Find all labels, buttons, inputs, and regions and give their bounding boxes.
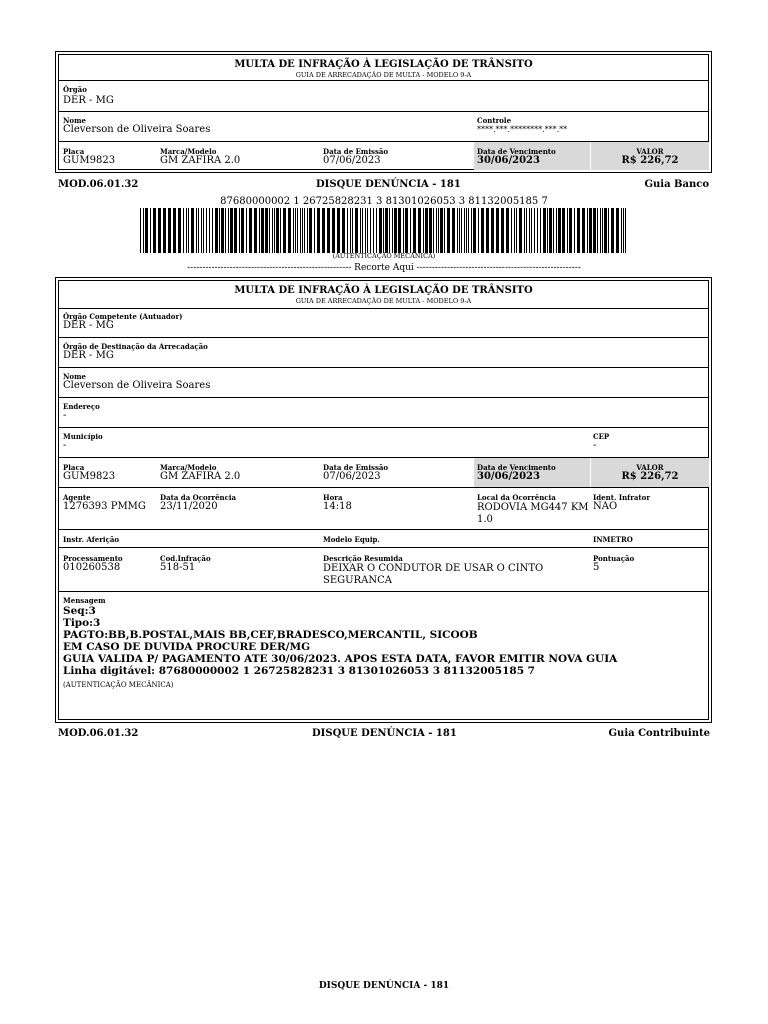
barcode-bar — [178, 208, 181, 253]
top-vencimento-value: 30/06/2023 — [477, 155, 540, 166]
barcode-bar — [201, 208, 202, 253]
agente-value: 1276393 PMMG — [63, 501, 146, 512]
barcode-bar — [602, 208, 603, 253]
barcode-bar — [215, 208, 218, 253]
barcode-bar — [158, 208, 161, 253]
barcode-bar — [447, 208, 450, 253]
barcode-bar — [302, 208, 303, 253]
contrib-footer-mod: MOD.06.01.32 — [58, 728, 139, 739]
mensagem-line: Seq:3 — [63, 605, 96, 617]
bottom-marca-value: GM ZAFIRA 2.0 — [160, 471, 241, 482]
orgao-comp-value: DER - MG — [63, 320, 114, 331]
page-footer-disque: DISQUE DENÚNCIA - 181 — [318, 981, 450, 991]
barcode-bar — [537, 208, 538, 253]
pontuacao-value: 5 — [593, 562, 600, 573]
barcode-bar — [452, 208, 455, 253]
barcode-bar — [234, 208, 237, 253]
barcode — [140, 208, 626, 253]
barcode-bar — [198, 208, 199, 253]
top-emissao-value: 07/06/2023 — [323, 155, 381, 166]
barcode-bar — [621, 208, 622, 253]
barcode-bar — [347, 208, 348, 253]
barcode-digits: 87680000002 1 26725828231 3 81301026053 3 81132005185 7 — [220, 196, 548, 207]
barcode-bar — [547, 208, 548, 253]
bottom-subtitle: GUIA DE ARRECADAÇÃO DE MULTA - MODELO 9-A — [295, 297, 472, 305]
barcode-bar — [611, 208, 614, 253]
bottom-placa-value: GUM9823 — [63, 471, 116, 482]
barcode-bar — [506, 208, 509, 253]
barcode-bar — [433, 208, 434, 253]
mensagem-line: GUIA VALIDA P/ PAGAMENTO ATE 30/06/2023. APOS ESTA DATA, FAVOR EMITIR NOVA GUIA — [63, 653, 618, 665]
barcode-bar — [461, 208, 462, 253]
barcode-bar — [524, 208, 525, 253]
barcode-bar — [608, 208, 609, 253]
barcode-bar — [259, 208, 260, 253]
barcode-bar — [196, 208, 197, 253]
top-nome-value: Cleverson de Oliveira Soares — [63, 124, 211, 135]
top-slip-inner — [58, 54, 709, 170]
barcode-bar — [389, 208, 390, 253]
barcode-bar — [519, 208, 522, 253]
local-value: RODOVIA MG447 KM 1.0 — [477, 502, 589, 525]
barcode-bar — [370, 208, 371, 253]
top-controle-value: ****.***.********.***.** — [477, 125, 568, 134]
barcode-bar — [365, 208, 366, 253]
barcode-bar — [261, 208, 264, 253]
barcode-bar — [168, 208, 171, 253]
barcode-bar — [471, 208, 472, 253]
cep-label: CEP — [593, 432, 610, 441]
barcode-bar — [352, 208, 353, 253]
instr-label: Instr. Aferição — [63, 535, 120, 544]
barcode-bar — [440, 208, 443, 253]
barcode-bar — [379, 208, 382, 253]
ident-value: NAO — [593, 501, 618, 512]
top-orgao-label: Órgão — [63, 85, 87, 94]
barcode-bar — [295, 208, 296, 253]
barcode-bar — [481, 208, 484, 253]
barcode-bar — [394, 208, 397, 253]
processamento-label: Processamento — [63, 554, 123, 563]
bottom-autenticacao: (AUTENTICAÇÃO MECÂNICA) — [63, 681, 174, 689]
barcode-bar — [209, 208, 210, 253]
mensagem-line: EM CASO DE DUVIDA PROCURE DER/MG — [63, 641, 311, 653]
barcode-bar — [385, 208, 388, 253]
barcode-bar — [373, 208, 374, 253]
bank-footer-disque: DISQUE DENÚNCIA - 181 — [316, 179, 461, 190]
barcode-bar — [188, 208, 189, 253]
bank-footer-mod: MOD.06.01.32 — [58, 179, 139, 190]
barcode-autenticacao: (AUTENTICAÇÃO MECÂNICA) — [332, 252, 436, 260]
mensagem-line: Tipo:3 — [63, 617, 101, 629]
cod-label: Cod.Infração — [160, 554, 211, 563]
barcode-bar — [478, 208, 479, 253]
modelo-equip-label: Modelo Equip. — [323, 535, 380, 544]
recorte-aqui: ------------------------------------------------------ Recorte Aqui ------------------------------------------------------ — [187, 263, 581, 273]
municipio-label: Município — [63, 432, 103, 441]
barcode-bar — [362, 208, 363, 253]
barcode-bar — [249, 208, 252, 253]
barcode-bar — [288, 208, 291, 253]
barcode-bar — [577, 208, 580, 253]
barcode-bar — [283, 208, 286, 253]
barcode-bar — [239, 208, 240, 253]
barcode-bar — [569, 208, 572, 253]
barcode-bar — [604, 208, 607, 253]
barcode-bar — [355, 208, 358, 253]
barcode-bar — [241, 208, 244, 253]
barcode-bar — [274, 208, 275, 253]
barcode-bar — [589, 208, 592, 253]
barcode-bar — [342, 208, 345, 253]
barcode-bar — [562, 208, 565, 253]
barcode-bar — [183, 208, 184, 253]
pontuacao-label: Pontuação — [593, 554, 635, 563]
barcode-bar — [230, 208, 233, 253]
barcode-bar — [473, 208, 476, 253]
ident-label: Ident. Infrator — [593, 493, 651, 502]
orgao-dest-value: DER - MG — [63, 350, 114, 361]
top-valor-label: VALOR — [636, 147, 664, 156]
top-nome-label: Nome — [63, 116, 86, 125]
barcode-bar — [438, 208, 439, 253]
barcode-bar — [616, 208, 619, 253]
contrib-footer-guia: Guia Contribuinte — [608, 728, 710, 739]
linha-digitavel: Linha digitável: 87680000002 1 26725828231 3 81301026053 3 81132005185 7 — [63, 665, 535, 677]
barcode-bar — [429, 208, 432, 253]
barcode-bar — [153, 208, 156, 253]
bottom-valor-label: VALOR — [636, 463, 664, 472]
barcode-bar — [392, 208, 393, 253]
barcode-bar — [269, 208, 270, 253]
barcode-bar — [558, 208, 561, 253]
barcode-bar — [221, 208, 224, 253]
bank-footer-guia: Guia Banco — [644, 179, 709, 190]
barcode-bar — [225, 208, 226, 253]
barcode-bar — [496, 208, 499, 253]
bottom-emissao-label: Data de Emissão — [323, 463, 389, 472]
mensagem-line: PAGTO:BB,B.POSTAL,MAIS BB,CEF,BRADESCO,MERCANTIL, SICOOB — [63, 629, 478, 641]
barcode-bar — [246, 208, 247, 253]
barcode-bar — [212, 208, 213, 253]
barcode-bar — [526, 208, 527, 253]
bottom-valor-value: R$ 226,72 — [621, 471, 679, 482]
top-orgao-value: DER - MG — [63, 95, 114, 106]
barcode-bar — [398, 208, 401, 253]
barcode-bar — [317, 208, 320, 253]
barcode-bar — [410, 208, 411, 253]
cep-value: - — [593, 440, 597, 451]
barcode-bar — [534, 208, 535, 253]
top-valor-value: R$ 226,72 — [621, 155, 679, 166]
barcode-bar — [574, 208, 575, 253]
descricao-label: Descrição Resumida — [323, 554, 403, 563]
barcode-bar — [360, 208, 361, 253]
barcode-bar — [297, 208, 298, 253]
barcode-bar — [150, 208, 151, 253]
endereco-label: Endereço — [63, 402, 100, 411]
barcode-bar — [457, 208, 458, 253]
barcode-bar — [529, 208, 530, 253]
barcode-bar — [593, 208, 596, 253]
barcode-bar — [425, 208, 428, 253]
barcode-bar — [367, 208, 368, 253]
hora-label: Hora — [323, 493, 343, 502]
barcode-bar — [531, 208, 532, 253]
data-ocorr-label: Data da Ocorrência — [160, 493, 237, 502]
barcode-bar — [514, 208, 515, 253]
bottom-marca-label: Marca/Modelo — [160, 463, 217, 472]
barcode-bar — [501, 208, 504, 253]
municipio-value: - — [63, 440, 67, 451]
barcode-bar — [143, 208, 144, 253]
barcode-bar — [468, 208, 469, 253]
barcode-bar — [543, 208, 546, 253]
barcode-bar — [332, 208, 335, 253]
bottom-nome-label: Nome — [63, 372, 86, 381]
barcode-bar — [423, 208, 424, 253]
agente-label: Agente — [63, 493, 91, 502]
barcode-bar — [272, 208, 273, 253]
top-placa-label: Placa — [63, 147, 85, 156]
barcode-bar — [587, 208, 588, 253]
top-placa-value: GUM9823 — [63, 155, 116, 166]
barcode-bar — [623, 208, 624, 253]
barcode-bar — [549, 208, 552, 253]
hora-value: 14:18 — [323, 501, 352, 512]
bottom-vencimento-value: 30/06/2023 — [477, 471, 540, 482]
barcode-bar — [556, 208, 557, 253]
barcode-bar — [314, 208, 315, 253]
barcode-bar — [486, 208, 489, 253]
barcode-bar — [145, 208, 148, 253]
top-title: MULTA DE INFRAÇÃO À LEGISLAÇÃO DE TRÂNSITO — [234, 59, 533, 70]
descricao-value: DEIXAR O CONDUTOR DE USAR O CINTO SEGURANCA — [323, 563, 544, 586]
barcode-bar — [459, 208, 460, 253]
barcode-bar — [600, 208, 601, 253]
barcode-bar — [405, 208, 408, 253]
barcode-bar — [418, 208, 421, 253]
barcode-bar — [228, 208, 229, 253]
barcode-bar — [466, 208, 467, 253]
bottom-title: MULTA DE INFRAÇÃO À LEGISLAÇÃO DE TRÂNSITO — [234, 285, 533, 296]
barcode-bar — [350, 208, 351, 253]
barcode-bar — [337, 208, 340, 253]
barcode-bar — [186, 208, 187, 253]
endereco-value: - — [63, 410, 67, 421]
barcode-bar — [553, 208, 554, 253]
local-label: Local da Ocorrência — [477, 493, 556, 502]
orgao-comp-label: Órgão Competente (Autuador) — [63, 312, 183, 321]
data-ocorr-value: 23/11/2020 — [160, 501, 218, 512]
barcode-bar — [540, 208, 541, 253]
barcode-bar — [163, 208, 166, 253]
barcode-bar — [206, 208, 207, 253]
bottom-nome-value: Cleverson de Oliveira Soares — [63, 380, 211, 391]
bottom-placa-label: Placa — [63, 463, 85, 472]
bottom-vencimento-label: Data de Vencimento — [477, 463, 556, 472]
barcode-bar — [265, 208, 268, 253]
barcode-bar — [203, 208, 204, 253]
top-vencimento-label: Data de Vencimento — [477, 147, 556, 156]
barcode-bar — [444, 208, 445, 253]
barcode-bar — [276, 208, 279, 253]
barcode-bar — [436, 208, 437, 253]
barcode-bar — [516, 208, 517, 253]
barcode-bar — [309, 208, 312, 253]
top-marca-value: GM ZAFIRA 2.0 — [160, 155, 241, 166]
barcode-bar — [464, 208, 465, 253]
barcode-bar — [413, 208, 416, 253]
barcode-bar — [191, 208, 194, 253]
barcode-bar — [280, 208, 281, 253]
contrib-footer-disque: DISQUE DENÚNCIA - 181 — [312, 728, 457, 739]
orgao-dest-label: Órgão de Destinação da Arrecadação — [63, 342, 208, 351]
barcode-bar — [322, 208, 325, 253]
barcode-bar — [327, 208, 330, 253]
top-subtitle: GUIA DE ARRECADAÇÃO DE MULTA - MODELO 9-A — [295, 71, 472, 79]
barcode-bar — [307, 208, 308, 253]
barcode-bar — [597, 208, 598, 253]
cod-value: 518-51 — [160, 562, 196, 573]
barcode-bar — [567, 208, 568, 253]
bottom-emissao-value: 07/06/2023 — [323, 471, 381, 482]
barcode-bar — [625, 208, 626, 253]
barcode-bar — [582, 208, 585, 253]
top-emissao-label: Data de Emissão — [323, 147, 389, 156]
barcode-bar — [304, 208, 305, 253]
barcode-bar — [403, 208, 404, 253]
processamento-value: 010260538 — [63, 562, 121, 573]
barcode-bar — [254, 208, 257, 253]
top-controle-label: Controle — [477, 116, 512, 125]
barcode-bar — [293, 208, 294, 253]
inmetro-label: INMETRO — [593, 535, 633, 544]
barcode-bar — [219, 208, 220, 253]
bottom-slip-inner — [58, 280, 709, 720]
top-marca-label: Marca/Modelo — [160, 147, 217, 156]
barcode-bar — [383, 208, 384, 253]
barcode-bar — [300, 208, 301, 253]
barcode-bar — [376, 208, 377, 253]
barcode-bar — [140, 208, 141, 253]
barcode-bar — [511, 208, 512, 253]
barcode-bar — [491, 208, 494, 253]
barcode-bar — [173, 208, 176, 253]
mensagem-label: Mensagem — [63, 596, 106, 605]
